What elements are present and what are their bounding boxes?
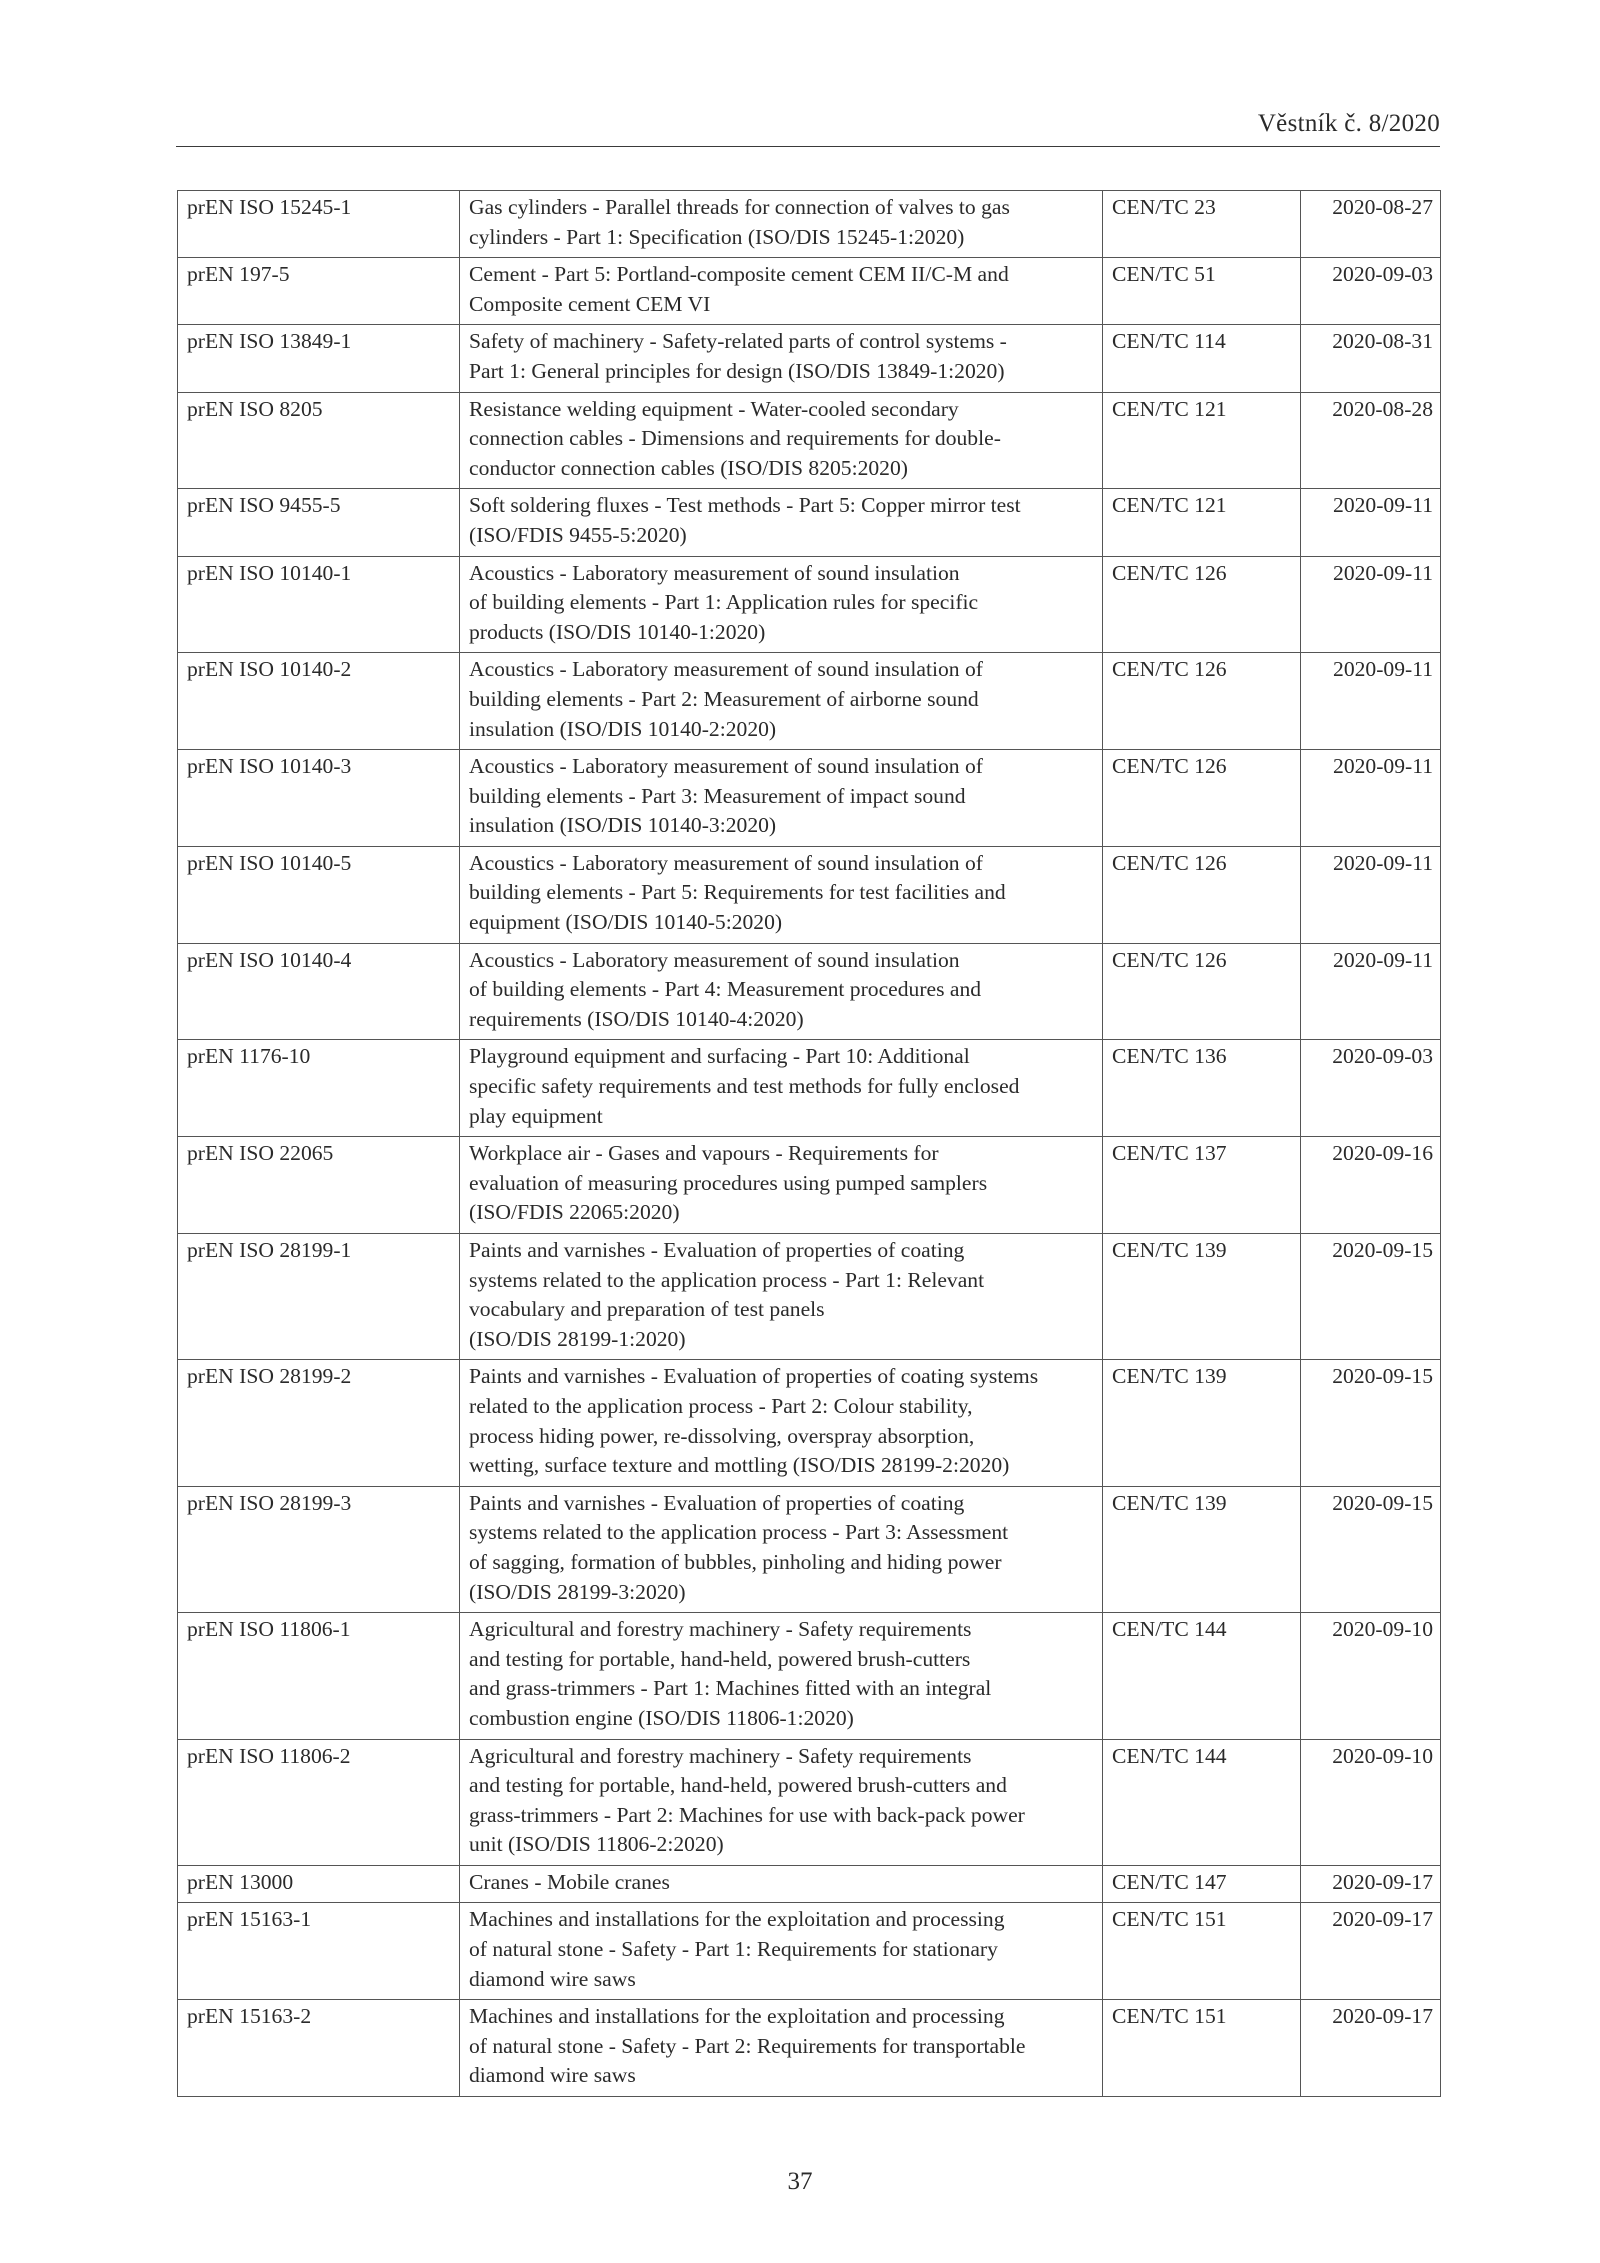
standard-code-cell: prEN ISO 10140-2 bbox=[178, 653, 460, 750]
title-line: Cement - Part 5: Portland-composite cement CEM II/C-M and bbox=[469, 262, 1009, 287]
standard-title-cell bbox=[460, 943, 1103, 1040]
title-line: insulation (ISO/DIS 10140-2:2020) bbox=[469, 716, 777, 741]
deadline-date-cell: 2020-09-17 bbox=[1301, 1903, 1441, 2000]
standard-code-cell: prEN ISO 9455-5 bbox=[178, 489, 460, 556]
committee-cell: CEN/TC 121 bbox=[1103, 489, 1301, 556]
standard-code-cell: prEN ISO 8205 bbox=[178, 392, 460, 489]
standard-title-cell bbox=[460, 1234, 1103, 1360]
page-number: 37 bbox=[787, 2168, 813, 2195]
standard-code-cell: prEN ISO 13849-1 bbox=[178, 325, 460, 392]
deadline-date-cell: 2020-09-17 bbox=[1301, 2000, 1441, 2097]
title-line: Cranes - Mobile cranes bbox=[469, 1869, 670, 1894]
committee-cell: CEN/TC 51 bbox=[1103, 258, 1301, 325]
title-line: conductor connection cables (ISO/DIS 8205:2020) bbox=[469, 455, 908, 480]
committee-cell: CEN/TC 139 bbox=[1103, 1234, 1301, 1360]
table-row bbox=[178, 2000, 1441, 2097]
title-line: unit (ISO/DIS 11806-2:2020) bbox=[469, 1832, 724, 1857]
standard-code-cell: prEN ISO 28199-1 bbox=[178, 1234, 460, 1360]
standard-code-cell: prEN 15163-2 bbox=[178, 2000, 460, 2097]
title-line: evaluation of measuring procedures using pumped samplers bbox=[469, 1170, 988, 1195]
deadline-date-cell: 2020-09-11 bbox=[1301, 846, 1441, 943]
title-line: and testing for portable, hand-held, powered brush-cutters bbox=[469, 1646, 971, 1671]
title-line: and grass-trimmers - Part 1: Machines fitted with an integral bbox=[469, 1676, 992, 1701]
deadline-date-cell: 2020-08-28 bbox=[1301, 392, 1441, 489]
committee-cell: CEN/TC 126 bbox=[1103, 556, 1301, 653]
title-line: of building elements - Part 1: Application rules for specific bbox=[469, 590, 979, 615]
deadline-date-cell: 2020-09-03 bbox=[1301, 1040, 1441, 1137]
title-line: (ISO/DIS 28199-3:2020) bbox=[469, 1579, 686, 1604]
title-line: systems related to the application process - Part 1: Relevant bbox=[469, 1267, 985, 1292]
standard-code-cell: prEN ISO 10140-3 bbox=[178, 750, 460, 847]
title-line: related to the application process - Part 2: Colour stability, bbox=[469, 1393, 973, 1418]
title-line: Acoustics - Laboratory measurement of sound insulation of bbox=[469, 754, 983, 779]
title-line: Soft soldering fluxes - Test methods - Part 5: Copper mirror test bbox=[469, 493, 1021, 518]
title-line: of building elements - Part 4: Measurement procedures and bbox=[469, 977, 982, 1002]
standard-title-cell bbox=[460, 1739, 1103, 1865]
committee-cell: CEN/TC 121 bbox=[1103, 392, 1301, 489]
title-line: Playground equipment and surfacing - Part 10: Additional bbox=[469, 1044, 970, 1069]
table-row bbox=[178, 1486, 1441, 1612]
title-line: (ISO/FDIS 9455-5:2020) bbox=[469, 522, 687, 547]
title-line: of sagging, formation of bubbles, pinholing and hiding power bbox=[469, 1549, 1002, 1574]
deadline-date-cell: 2020-09-15 bbox=[1301, 1486, 1441, 1612]
deadline-date-cell: 2020-08-31 bbox=[1301, 325, 1441, 392]
standard-code-cell: prEN ISO 10140-1 bbox=[178, 556, 460, 653]
table-row bbox=[178, 846, 1441, 943]
standard-title-cell bbox=[460, 846, 1103, 943]
standards-table bbox=[177, 190, 1441, 2097]
standard-title-cell bbox=[460, 191, 1103, 258]
committee-cell: CEN/TC 126 bbox=[1103, 750, 1301, 847]
deadline-date-cell: 2020-09-11 bbox=[1301, 489, 1441, 556]
title-line: building elements - Part 3: Measurement of impact sound bbox=[469, 783, 966, 808]
committee-cell: CEN/TC 137 bbox=[1103, 1137, 1301, 1234]
standard-title-cell bbox=[460, 1486, 1103, 1612]
table-row bbox=[178, 1903, 1441, 2000]
title-line: systems related to the application process - Part 3: Assessment bbox=[469, 1520, 1009, 1545]
deadline-date-cell: 2020-09-17 bbox=[1301, 1865, 1441, 1903]
title-line: diamond wire saws bbox=[469, 1966, 636, 1991]
title-line: Composite cement CEM VI bbox=[469, 291, 711, 316]
title-line: Acoustics - Laboratory measurement of sound insulation of bbox=[469, 657, 983, 682]
standard-code-cell: prEN ISO 28199-3 bbox=[178, 1486, 460, 1612]
deadline-date-cell: 2020-09-10 bbox=[1301, 1739, 1441, 1865]
standards-table-body bbox=[178, 191, 1441, 2097]
standard-code-cell: prEN ISO 15245-1 bbox=[178, 191, 460, 258]
committee-cell: CEN/TC 151 bbox=[1103, 1903, 1301, 2000]
committee-cell: CEN/TC 136 bbox=[1103, 1040, 1301, 1137]
table-row bbox=[178, 1040, 1441, 1137]
deadline-date-cell: 2020-09-11 bbox=[1301, 943, 1441, 1040]
table-row bbox=[178, 750, 1441, 847]
title-line: Paints and varnishes - Evaluation of properties of coating systems bbox=[469, 1364, 1039, 1389]
title-line: Safety of machinery - Safety-related parts of control systems - bbox=[469, 329, 1007, 354]
title-line: requirements (ISO/DIS 10140-4:2020) bbox=[469, 1006, 804, 1031]
standard-title-cell bbox=[460, 1903, 1103, 2000]
table-row bbox=[178, 392, 1441, 489]
title-line: Agricultural and forestry machinery - Safety requirements bbox=[469, 1743, 972, 1768]
standard-title-cell bbox=[460, 1040, 1103, 1137]
deadline-date-cell: 2020-09-11 bbox=[1301, 653, 1441, 750]
deadline-date-cell: 2020-08-27 bbox=[1301, 191, 1441, 258]
title-line: connection cables - Dimensions and requirements for double- bbox=[469, 426, 1001, 451]
standard-code-cell: prEN 197-5 bbox=[178, 258, 460, 325]
title-line: insulation (ISO/DIS 10140-3:2020) bbox=[469, 813, 777, 838]
standard-title-cell bbox=[460, 1613, 1103, 1739]
title-line: equipment (ISO/DIS 10140-5:2020) bbox=[469, 910, 783, 935]
table-row bbox=[178, 489, 1441, 556]
title-line: (ISO/FDIS 22065:2020) bbox=[469, 1200, 680, 1225]
deadline-date-cell: 2020-09-15 bbox=[1301, 1360, 1441, 1486]
title-line: of natural stone - Safety - Part 2: Requirements for transportable bbox=[469, 2033, 1026, 2058]
journal-title: Věstník č. 8/2020 bbox=[1257, 110, 1440, 137]
title-line: vocabulary and preparation of test panels bbox=[469, 1297, 825, 1322]
title-line: Part 1: General principles for design (ISO/DIS 13849-1:2020) bbox=[469, 358, 1005, 383]
committee-cell: CEN/TC 114 bbox=[1103, 325, 1301, 392]
table-row bbox=[178, 1613, 1441, 1739]
page-header bbox=[176, 110, 1440, 147]
title-line: diamond wire saws bbox=[469, 2063, 636, 2088]
title-line: building elements - Part 5: Requirements for test facilities and bbox=[469, 880, 1006, 905]
table-row bbox=[178, 1360, 1441, 1486]
title-line: play equipment bbox=[469, 1103, 603, 1128]
committee-cell: CEN/TC 23 bbox=[1103, 191, 1301, 258]
committee-cell: CEN/TC 151 bbox=[1103, 2000, 1301, 2097]
title-line: products (ISO/DIS 10140-1:2020) bbox=[469, 619, 766, 644]
standard-title-cell bbox=[460, 2000, 1103, 2097]
standard-code-cell: prEN ISO 10140-4 bbox=[178, 943, 460, 1040]
deadline-date-cell: 2020-09-10 bbox=[1301, 1613, 1441, 1739]
title-line: Machines and installations for the exploitation and processing bbox=[469, 1907, 1005, 1932]
standard-title-cell bbox=[460, 258, 1103, 325]
standard-code-cell: prEN 15163-1 bbox=[178, 1903, 460, 2000]
title-line: Machines and installations for the exploitation and processing bbox=[469, 2004, 1005, 2029]
title-line: Gas cylinders - Parallel threads for connection of valves to gas bbox=[469, 195, 1010, 219]
standard-title-cell bbox=[460, 392, 1103, 489]
deadline-date-cell: 2020-09-15 bbox=[1301, 1234, 1441, 1360]
standard-code-cell: prEN 1176-10 bbox=[178, 1040, 460, 1137]
committee-cell: CEN/TC 139 bbox=[1103, 1360, 1301, 1486]
title-line: Workplace air - Gases and vapours - Requirements for bbox=[469, 1141, 939, 1166]
title-line: Paints and varnishes - Evaluation of properties of coating bbox=[469, 1490, 965, 1515]
title-line: Acoustics - Laboratory measurement of sound insulation bbox=[469, 560, 960, 585]
title-line: process hiding power, re-dissolving, overspray absorption, bbox=[469, 1423, 975, 1448]
committee-cell: CEN/TC 139 bbox=[1103, 1486, 1301, 1612]
standard-code-cell: prEN ISO 11806-2 bbox=[178, 1739, 460, 1865]
title-line: Paints and varnishes - Evaluation of properties of coating bbox=[469, 1238, 965, 1262]
standard-title-cell bbox=[460, 750, 1103, 847]
table-row bbox=[178, 258, 1441, 325]
title-line: wetting, surface texture and mottling (ISO/DIS 28199-2:2020) bbox=[469, 1453, 1010, 1478]
table-row bbox=[178, 556, 1441, 653]
standard-title-cell bbox=[460, 1865, 1103, 1903]
committee-cell: CEN/TC 126 bbox=[1103, 653, 1301, 750]
standard-title-cell bbox=[460, 556, 1103, 653]
standard-code-cell: prEN ISO 28199-2 bbox=[178, 1360, 460, 1486]
committee-cell: CEN/TC 144 bbox=[1103, 1613, 1301, 1739]
deadline-date-cell: 2020-09-16 bbox=[1301, 1137, 1441, 1234]
standard-code-cell: prEN ISO 22065 bbox=[178, 1137, 460, 1234]
table-row bbox=[178, 1137, 1441, 1234]
title-line: combustion engine (ISO/DIS 11806-1:2020) bbox=[469, 1705, 854, 1730]
title-line: Resistance welding equipment - Water-cooled secondary bbox=[469, 396, 959, 421]
title-line: specific safety requirements and test methods for fully enclosed bbox=[469, 1074, 1020, 1099]
title-line: and testing for portable, hand-held, powered brush-cutters and bbox=[469, 1773, 1007, 1798]
table-row bbox=[178, 325, 1441, 392]
title-line: Acoustics - Laboratory measurement of sound insulation of bbox=[469, 850, 983, 875]
table-row bbox=[178, 943, 1441, 1040]
standard-code-cell: prEN ISO 10140-5 bbox=[178, 846, 460, 943]
deadline-date-cell: 2020-09-11 bbox=[1301, 556, 1441, 653]
title-line: (ISO/DIS 28199-1:2020) bbox=[469, 1326, 686, 1351]
standard-title-cell bbox=[460, 489, 1103, 556]
standard-title-cell bbox=[460, 325, 1103, 392]
standard-title-cell bbox=[460, 653, 1103, 750]
deadline-date-cell: 2020-09-03 bbox=[1301, 258, 1441, 325]
committee-cell: CEN/TC 144 bbox=[1103, 1739, 1301, 1865]
standard-code-cell: prEN ISO 11806-1 bbox=[178, 1613, 460, 1739]
table-row bbox=[178, 653, 1441, 750]
title-line: Agricultural and forestry machinery - Safety requirements bbox=[469, 1617, 972, 1642]
title-line: Acoustics - Laboratory measurement of sound insulation bbox=[469, 947, 960, 972]
deadline-date-cell: 2020-09-11 bbox=[1301, 750, 1441, 847]
committee-cell: CEN/TC 126 bbox=[1103, 943, 1301, 1040]
standard-title-cell bbox=[460, 1137, 1103, 1234]
standard-code-cell: prEN 13000 bbox=[178, 1865, 460, 1903]
table-row bbox=[178, 1739, 1441, 1865]
title-line: building elements - Part 2: Measurement of airborne sound bbox=[469, 686, 979, 711]
standard-title-cell bbox=[460, 1360, 1103, 1486]
title-line: grass-trimmers - Part 2: Machines for use with back-pack power bbox=[469, 1802, 1025, 1827]
committee-cell: CEN/TC 147 bbox=[1103, 1865, 1301, 1903]
committee-cell: CEN/TC 126 bbox=[1103, 846, 1301, 943]
title-line: cylinders - Part 1: Specification (ISO/DIS 15245-1:2020) bbox=[469, 224, 965, 249]
table-row bbox=[178, 1865, 1441, 1903]
title-line: of natural stone - Safety - Part 1: Requirements for stationary bbox=[469, 1937, 998, 1962]
table-row bbox=[178, 191, 1441, 258]
table-row bbox=[178, 1234, 1441, 1360]
